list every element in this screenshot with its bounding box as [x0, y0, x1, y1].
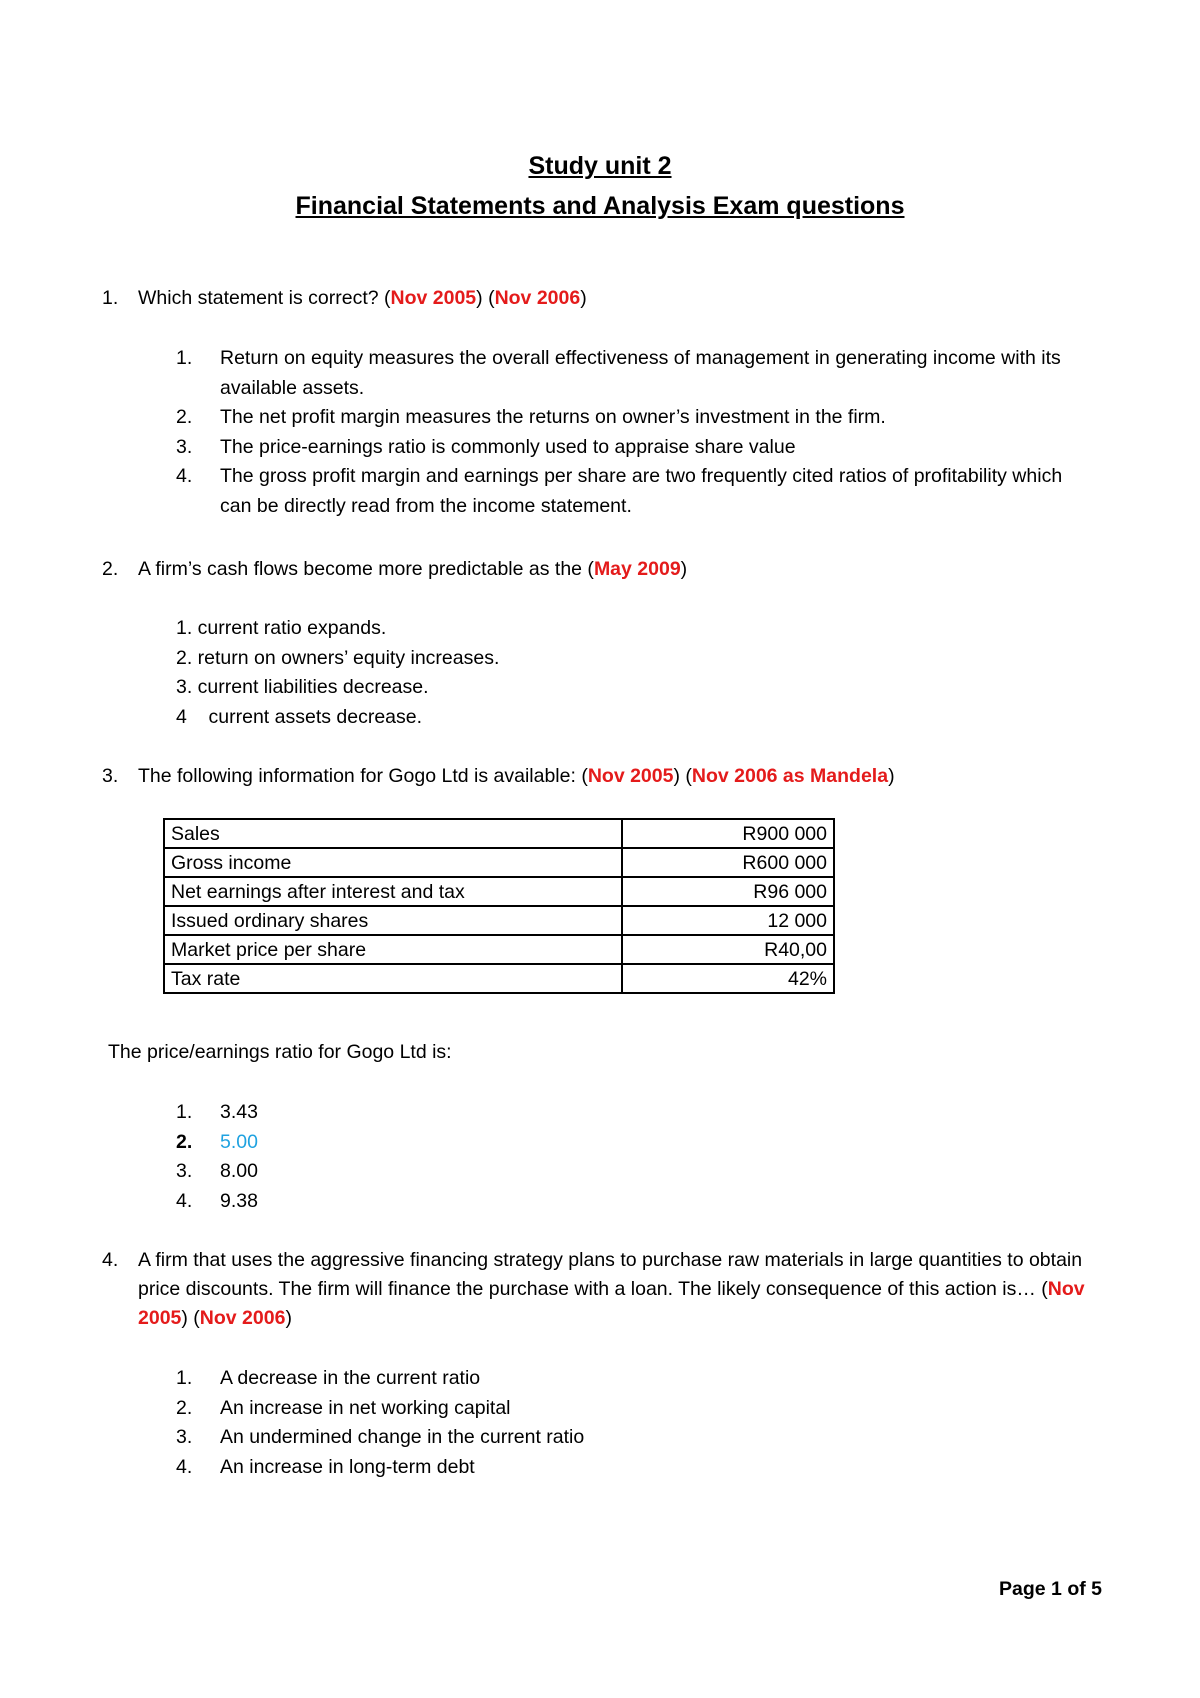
option: 1. current ratio expands. — [176, 617, 387, 639]
exam-tag: Nov 2005 — [138, 1278, 1085, 1329]
option: 1. 3.43 — [176, 1101, 258, 1123]
table-cell-label: Net earnings after interest and tax — [164, 877, 622, 906]
question-3-options — [176, 1098, 1096, 1216]
question-4-options — [176, 1364, 1096, 1482]
page-number: Page 1 of 5 — [999, 1578, 1102, 1600]
option: 4. An increase in long-term debt — [176, 1455, 475, 1478]
exam-tag: Nov 2006 as Mandela — [691, 765, 889, 787]
page-subtitle: Financial Statements and Analysis Exam questions — [295, 192, 905, 220]
option: 2. The net profit margin measures the returns on owner’s investment in the firm. — [176, 406, 886, 428]
exam-tag: Nov 2006 — [199, 1307, 286, 1329]
table-cell-label: Sales — [164, 819, 622, 848]
question-text: A firm’s cash flows become more predictable as the (May 2009) — [138, 558, 688, 580]
option: 4. The gross profit margin and earnings per share are two frequently cited ratios of profitability which can be directly read from the income statement. — [176, 465, 1063, 517]
table-cell-label: Tax rate — [164, 964, 622, 993]
option: 4 current assets decrease. — [176, 705, 423, 728]
exam-tag: May 2009 — [593, 558, 681, 580]
table-cell-value: R40,00 — [622, 935, 834, 964]
table-row — [164, 877, 834, 906]
table-cell-value: 42% — [622, 964, 834, 993]
question-number: 1. — [102, 287, 119, 309]
option: 3. An undermined change in the current ratio — [176, 1426, 585, 1448]
option: 3. current liabilities decrease. — [176, 676, 429, 698]
page-title: Study unit 2 — [528, 152, 672, 180]
option: 1. A decrease in the current ratio — [176, 1367, 481, 1389]
question-text: Which statement is correct? (Nov 2005) (Nov 2006) — [138, 287, 587, 309]
option: 1. Return on equity measures the overall effectiveness of management in generating income with its available assets. — [176, 347, 1061, 399]
question-text: A firm that uses the aggressive financing strategy plans to purchase raw materials in large quantities to obtain price discounts. The firm will finance the purchase with a loan. The likely consequence of this action is… (Nov 2005) (Nov 2006) — [138, 1249, 1085, 1329]
option: 4. 9.38 — [176, 1189, 258, 1212]
table-cell-label: Market price per share — [164, 935, 622, 964]
option-correct-answer: 2. 5.00 — [176, 1130, 258, 1153]
table-cell-value: 12 000 — [622, 906, 834, 935]
table-row — [164, 848, 834, 877]
question-4 — [102, 1246, 1102, 1333]
table-row — [164, 935, 834, 964]
table-row — [164, 964, 834, 993]
question-number: 4. — [102, 1249, 119, 1271]
table-cell-value: R900 000 — [622, 819, 834, 848]
exam-tag: Nov 2005 — [390, 287, 477, 309]
question-number: 2. — [102, 558, 119, 580]
option: 3. The price-earnings ratio is commonly used to appraise share value — [176, 435, 796, 458]
table-cell-label: Issued ordinary shares — [164, 906, 622, 935]
question-2-options — [176, 614, 499, 732]
question-3 — [102, 762, 1102, 791]
question-2 — [102, 555, 1102, 584]
question-number: 3. — [102, 765, 119, 787]
subquestion-text: The price/earnings ratio for Gogo Ltd is: — [108, 1041, 452, 1063]
table-row — [164, 906, 834, 935]
option: 2. return on owners’ equity increases. — [176, 646, 500, 669]
question-text: The following information for Gogo Ltd is available: (Nov 2005) (Nov 2006 as Mandela) — [138, 765, 895, 787]
table-cell-label: Gross income — [164, 848, 622, 877]
table-cell-value: R96 000 — [622, 877, 834, 906]
exam-tag: Nov 2006 — [494, 287, 581, 309]
option: 2. An increase in net working capital — [176, 1396, 511, 1419]
question-1-options — [176, 344, 1096, 521]
exam-tag: Nov 2005 — [587, 765, 674, 787]
table-cell-value: R600 000 — [622, 848, 834, 877]
option: 3. 8.00 — [176, 1160, 258, 1182]
company-info-table — [163, 818, 835, 994]
question-1 — [102, 284, 1102, 313]
table-row — [164, 819, 834, 848]
